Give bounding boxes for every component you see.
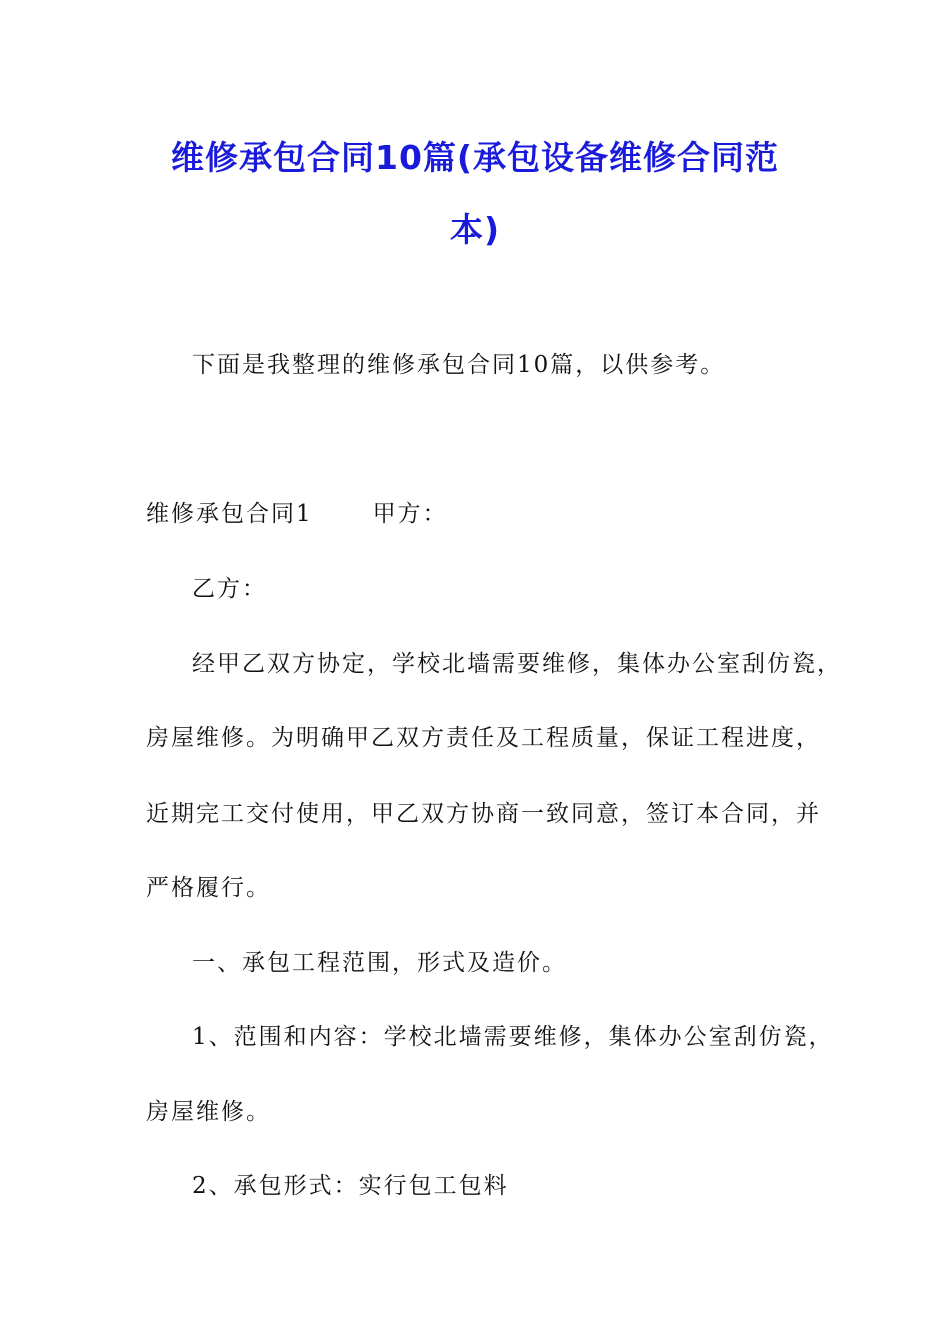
clause-item: 1、范围和内容：学校北墙需要维修，集体办公室刮仿瓷， [192, 1024, 834, 1050]
section-heading-row [146, 495, 448, 528]
party-b-label: 乙方： [192, 576, 267, 602]
document-title-line-2: 本) [449, 210, 501, 249]
clause-item: 房屋维修。 [146, 1099, 271, 1125]
paragraph-line: 近期完工交付使用，甲乙双方协商一致同意，签订本合同，并 [146, 801, 821, 827]
paragraph-line: 经甲乙双方协定，学校北墙需要维修，集体办公室刮仿瓷， [192, 651, 842, 677]
intro-paragraph: 下面是我整理的维修承包合同10篇，以供参考。 [192, 352, 726, 378]
document-title-line-1: 维修承包合同10篇(承包设备维修合同范 [170, 138, 779, 177]
clause-item: 2、承包形式：实行包工包料 [192, 1173, 509, 1199]
party-a-label: 甲方： [372, 501, 448, 527]
clause-heading: 一、承包工程范围，形式及造价。 [192, 950, 567, 976]
section-heading: 维修承包合同1 [146, 501, 313, 527]
paragraph-line: 房屋维修。为明确甲乙双方责任及工程质量，保证工程进度， [146, 725, 821, 751]
paragraph-line: 严格履行。 [146, 875, 271, 901]
